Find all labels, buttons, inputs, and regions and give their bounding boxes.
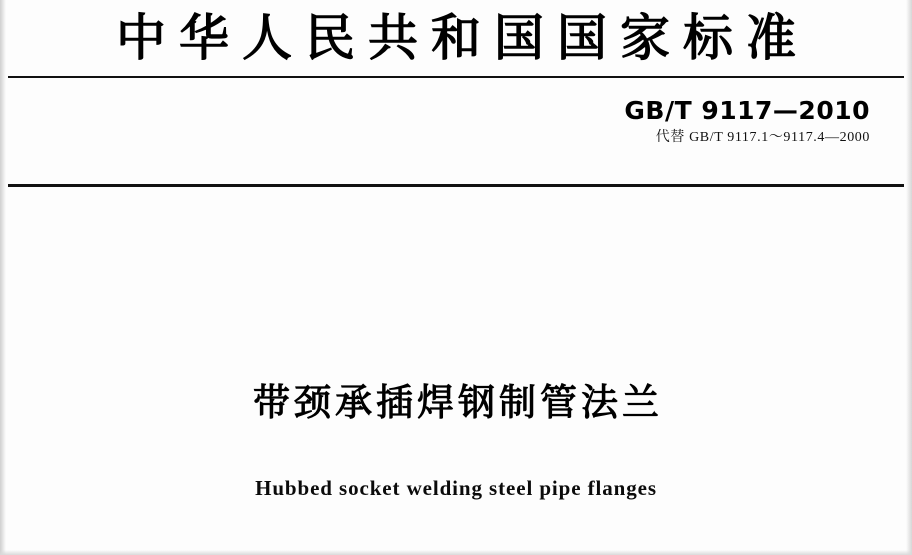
- standard-number: GB/T 9117—2010: [624, 96, 870, 125]
- page-edge-shadow-bottom: [0, 550, 912, 555]
- page-subtitle-english: Hubbed socket welding steel pipe flanges: [255, 476, 657, 500]
- page-title: 带颈承插焊钢制管法兰: [253, 381, 663, 424]
- standard-number-block: [624, 96, 870, 147]
- standard-replaces-note: 代替 GB/T 9117.1～9117.4—2000: [655, 130, 870, 145]
- page-edge-shadow-right: [906, 0, 912, 555]
- header-divider-thin: [8, 76, 904, 78]
- page-edge-shadow-left: [0, 0, 6, 555]
- header-divider-thick: [8, 184, 904, 187]
- national-standard-masthead: 中华人民共和国国家标准: [116, 9, 809, 67]
